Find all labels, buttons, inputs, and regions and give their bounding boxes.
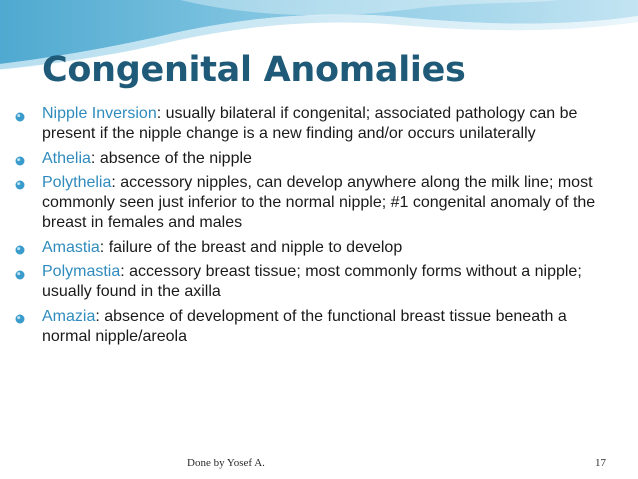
term-label: Amazia [42, 307, 96, 325]
bullet-item-nipple-inversion [14, 104, 614, 145]
term-label: Polythelia [42, 173, 112, 191]
term-description: : absence of development of the functional breast tissue beneath a normal nipple/areola [42, 307, 567, 345]
slide-title: Congenital Anomalies [42, 50, 466, 90]
bullet-icon [14, 111, 26, 123]
term-description: : usually bilateral if congenital; associated pathology can be present if the nipple change is a new finding and/or occurs unilaterally [42, 105, 578, 143]
bullet-icon [14, 313, 26, 325]
footer-credit: Done by Yosef A. [187, 457, 265, 469]
term-label: Nipple Inversion [42, 105, 157, 122]
term-label: Athelia [42, 149, 91, 167]
bullet-list [14, 104, 614, 351]
bullet-item-amastia [14, 238, 614, 258]
term-description: : accessory breast tissue; most commonly forms without a nipple; usually found in the axilla [42, 263, 582, 301]
bullet-icon [14, 179, 26, 191]
bullet-item-polythelia [14, 173, 614, 234]
bullet-icon [14, 269, 26, 281]
term-label: Polymastia [42, 263, 121, 281]
term-description: : absence of the nipple [90, 149, 252, 167]
bullet-icon [14, 244, 26, 256]
bullet-item-amazia [14, 307, 614, 348]
term-description: : failure of the breast and nipple to develop [99, 238, 403, 256]
bullet-item-athelia [14, 149, 614, 169]
term-label: Amastia [42, 238, 100, 256]
bullet-icon [14, 155, 26, 167]
slide-number: 17 [595, 457, 606, 469]
bullet-item-polymastia [14, 262, 614, 303]
term-description: : accessory nipples, can develop anywhere along the milk line; most commonly seen just inferior to the normal nipple; #1 congenital anomaly of the breast in females and males [42, 173, 596, 232]
